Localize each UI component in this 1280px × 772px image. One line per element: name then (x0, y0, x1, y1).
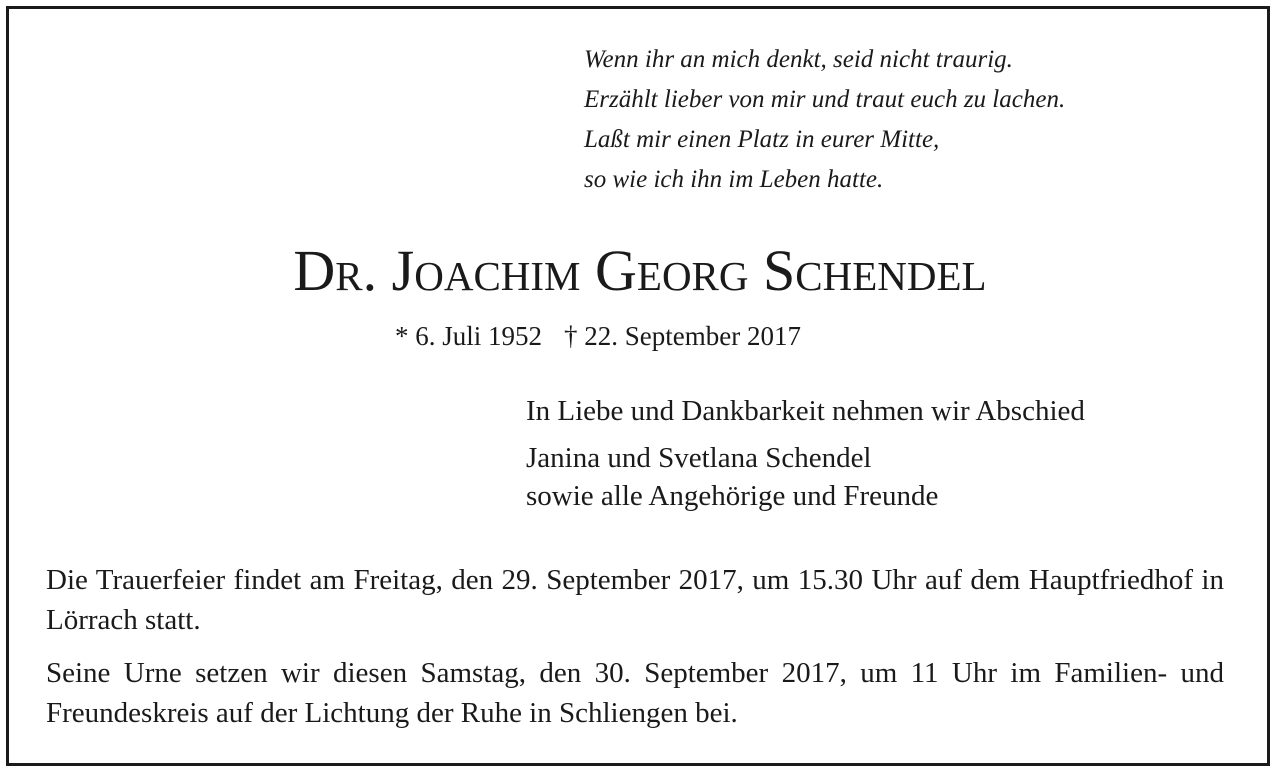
mourner-line: sowie alle Angehörige und Freunde (526, 480, 939, 512)
funeral-service-notice: Die Trauerfeier findet am Freitag, den 29. September 2017, um 15.30 Uhr auf dem Hauptfriedhof in Lörrach statt. (46, 564, 1224, 636)
poem-line: Laßt mir einen Platz in eurer Mitte, (584, 126, 940, 153)
farewell-block (526, 392, 1085, 515)
mourner-line: Janina und Svetlana Schendel (526, 442, 872, 474)
poem-line: Wenn ihr an mich denkt, seid nicht traurig. (584, 46, 1013, 73)
life-dates (395, 318, 801, 354)
deceased-name: Dr. Joachim Georg Schendel (293, 238, 987, 303)
birth-date: * 6. Juli 1952 (395, 321, 543, 351)
urn-burial-notice: Seine Urne setzen wir diesen Samstag, den 30. September 2017, um 11 Uhr im Familien- und Freundeskreis auf der Lichtung der Ruhe in Schliengen bei. (46, 657, 1224, 729)
poem-line: Erzählt lieber von mir und traut euch zu lachen. (584, 86, 1066, 113)
memorial-poem (584, 40, 1065, 200)
death-date: † 22. September 2017 (564, 321, 801, 351)
farewell-lead: In Liebe und Dankbarkeit nehmen wir Abschied (526, 395, 1085, 427)
poem-line: so wie ich ihn im Leben hatte. (584, 166, 884, 193)
